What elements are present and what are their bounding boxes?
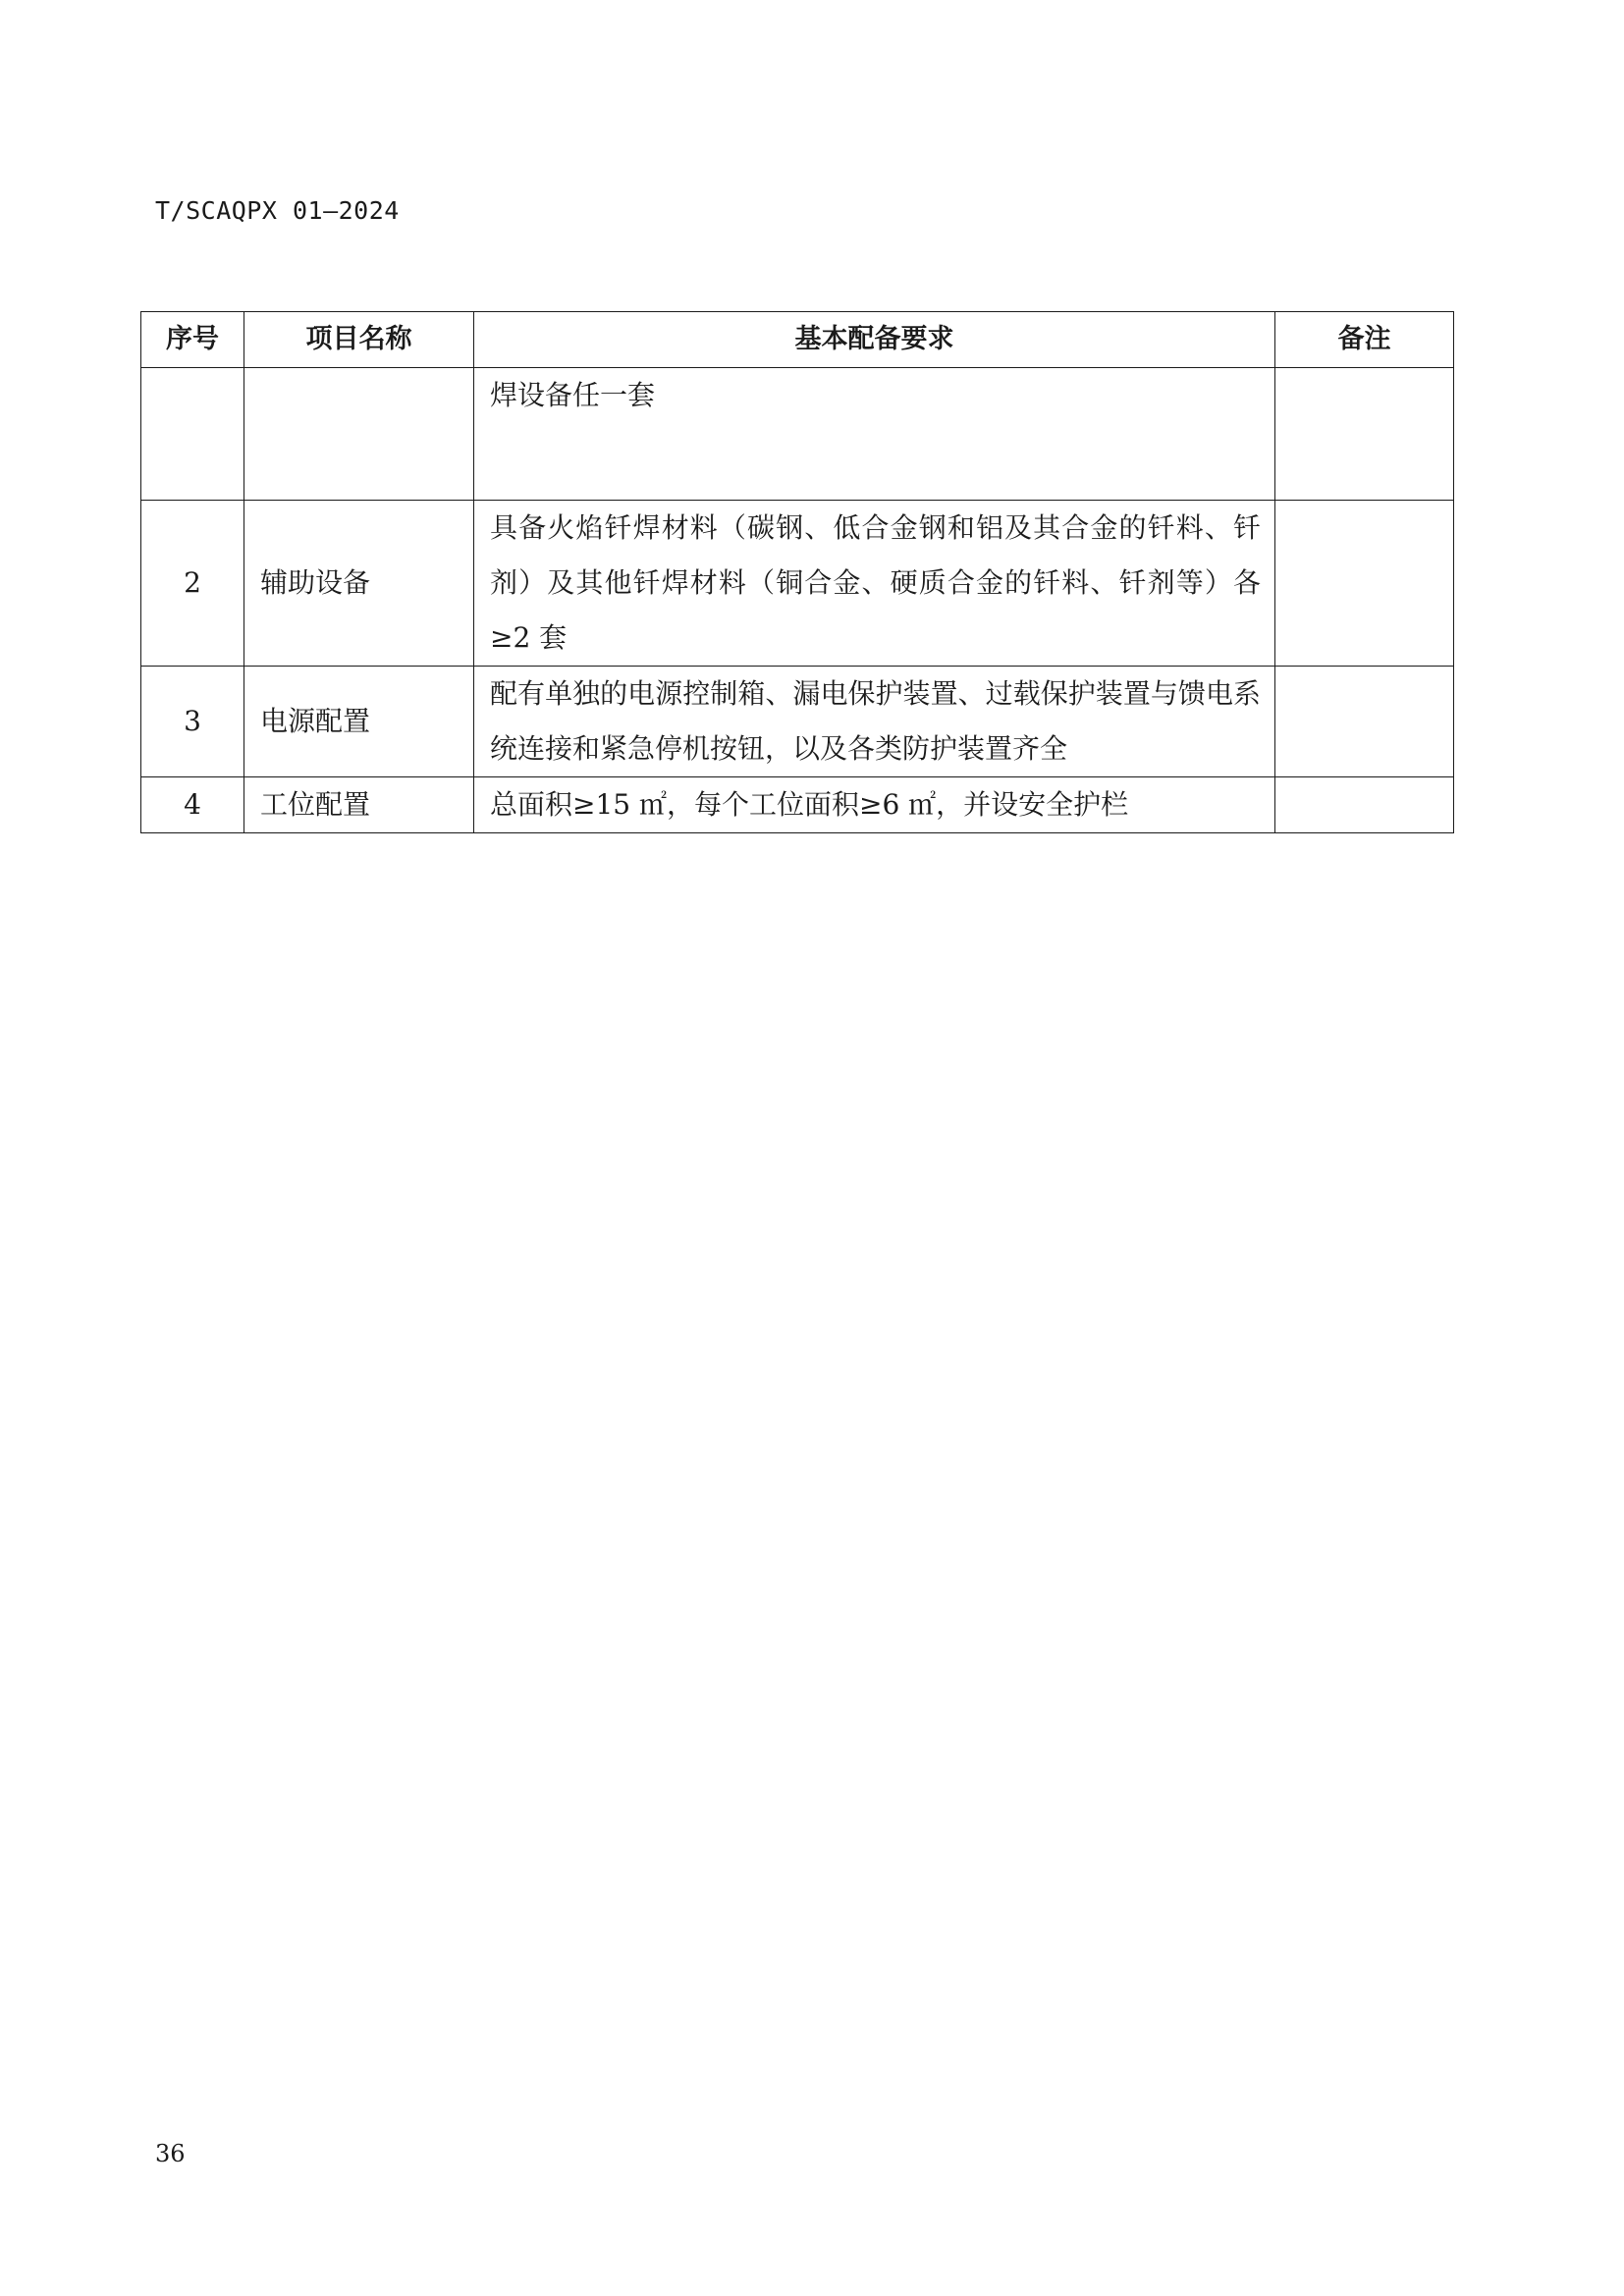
- header-requirement: 基本配备要求: [474, 312, 1275, 368]
- table-row: [141, 667, 1454, 777]
- header-item-name: 项目名称: [244, 312, 474, 368]
- equipment-requirements-table-container: [140, 311, 1453, 833]
- cell-requirement: 焊设备任一套: [474, 368, 1275, 501]
- cell-requirement: 具备火焰钎焊材料（碳钢、低合金钢和铝及其合金的钎料、钎剂）及其他钎焊材料（铜合金、硬质合金的钎料、钎剂等）各≥2 套: [474, 501, 1275, 667]
- cell-note: [1275, 667, 1454, 777]
- cell-item-name: 辅助设备: [244, 501, 474, 667]
- page-number: 36: [155, 2140, 186, 2167]
- cell-seq: [141, 368, 244, 501]
- cell-item-name: 工位配置: [244, 777, 474, 833]
- cell-note: [1275, 368, 1454, 501]
- table-row: [141, 368, 1454, 501]
- cell-seq: 3: [141, 667, 244, 777]
- cell-note: [1275, 777, 1454, 833]
- cell-requirement: 总面积≥15 ㎡，每个工位面积≥6 ㎡，并设安全护栏: [474, 777, 1275, 833]
- table-row: [141, 777, 1454, 833]
- standard-code-header: T/SCAQPX 01—2024: [155, 196, 400, 225]
- cell-item-name: [244, 368, 474, 501]
- cell-seq: 4: [141, 777, 244, 833]
- table-header-row: [141, 312, 1454, 368]
- cell-requirement: 配有单独的电源控制箱、漏电保护装置、过载保护装置与馈电系统连接和紧急停机按钮，以及各类防护装置齐全: [474, 667, 1275, 777]
- cell-seq: 2: [141, 501, 244, 667]
- cell-item-name: 电源配置: [244, 667, 474, 777]
- header-note: 备注: [1275, 312, 1454, 368]
- cell-note: [1275, 501, 1454, 667]
- equipment-requirements-table: [140, 311, 1454, 833]
- table-row: [141, 501, 1454, 667]
- header-seq: 序号: [141, 312, 244, 368]
